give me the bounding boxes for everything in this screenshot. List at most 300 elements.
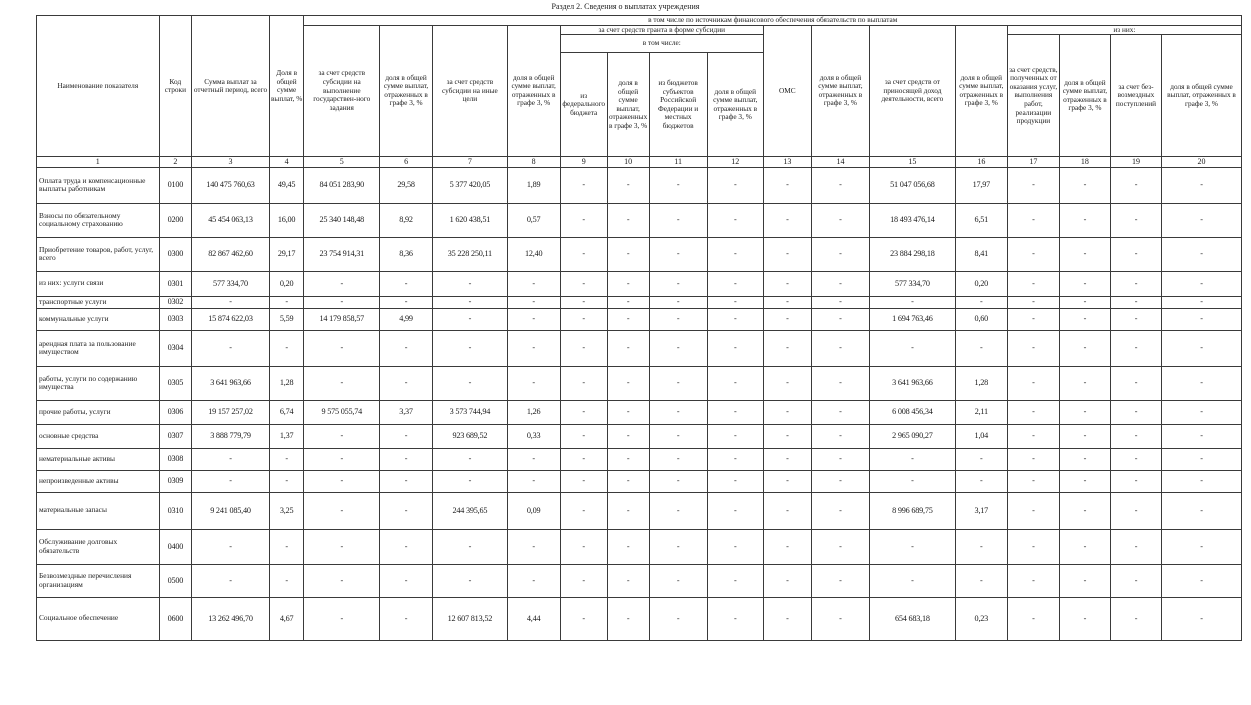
row-value: - xyxy=(269,529,304,564)
row-value: 3 641 963,66 xyxy=(192,366,270,400)
row-value: - xyxy=(560,564,607,597)
row-value: 35 228 250,11 xyxy=(433,237,508,271)
row-value: - xyxy=(507,308,560,330)
row-value: - xyxy=(1007,308,1059,330)
row-value: - xyxy=(1110,296,1161,308)
row-value: - xyxy=(1059,366,1110,400)
row-value: - xyxy=(707,271,763,296)
row-value: - xyxy=(1007,366,1059,400)
row-value: - xyxy=(433,470,508,492)
row-value: 6,74 xyxy=(269,400,304,424)
row-value: - xyxy=(1059,424,1110,448)
header-c18: доля в общей сумме выплат, отраженных в графе 3, % xyxy=(1059,35,1110,157)
row-value: 1,37 xyxy=(269,424,304,448)
row-value: - xyxy=(269,448,304,470)
row-value: - xyxy=(1007,564,1059,597)
row-value: - xyxy=(763,203,811,237)
row-value: 0,20 xyxy=(955,271,1007,296)
row-value: - xyxy=(1162,308,1242,330)
row-value: 1,28 xyxy=(955,366,1007,400)
row-value: - xyxy=(707,308,763,330)
row-value: 2,11 xyxy=(955,400,1007,424)
row-value: - xyxy=(955,470,1007,492)
row-code: 0306 xyxy=(159,400,192,424)
row-value: 8,92 xyxy=(380,203,433,237)
row-value: 3 573 744,94 xyxy=(433,400,508,424)
row-value: - xyxy=(1110,330,1161,366)
row-value: - xyxy=(763,308,811,330)
table-row xyxy=(37,271,1242,296)
row-name: непроизведенные активы xyxy=(37,470,160,492)
row-value: - xyxy=(560,424,607,448)
column-number: 1 xyxy=(37,157,160,168)
row-value: - xyxy=(607,448,649,470)
row-value: - xyxy=(1162,470,1242,492)
row-value: 12,40 xyxy=(507,237,560,271)
row-value: - xyxy=(1059,564,1110,597)
row-value: 19 157 257,02 xyxy=(192,400,270,424)
row-value: - xyxy=(607,237,649,271)
column-number: 8 xyxy=(507,157,560,168)
row-value: - xyxy=(1162,271,1242,296)
column-number: 18 xyxy=(1059,157,1110,168)
row-value: - xyxy=(1110,564,1161,597)
row-value: - xyxy=(763,237,811,271)
row-value: - xyxy=(507,529,560,564)
row-value: - xyxy=(560,167,607,203)
row-value: - xyxy=(707,597,763,640)
row-name: работы, услуги по содержанию имущества xyxy=(37,366,160,400)
row-value: - xyxy=(1007,330,1059,366)
row-value: 9 241 085,40 xyxy=(192,492,270,529)
row-value: - xyxy=(507,564,560,597)
header-c8: доля в общей сумме выплат, отраженных в графе 3, % xyxy=(507,25,560,157)
column-number: 6 xyxy=(380,157,433,168)
row-value: - xyxy=(269,330,304,366)
header-of-them: из них: xyxy=(1007,25,1241,35)
row-value: - xyxy=(763,529,811,564)
row-value: - xyxy=(811,529,869,564)
row-value: 577 334,70 xyxy=(870,271,956,296)
row-value: - xyxy=(955,529,1007,564)
row-value: - xyxy=(870,448,956,470)
row-value: - xyxy=(433,564,508,597)
header-c17: за счет средств, полученных от оказания услуг, выполнения работ, реализации продукции xyxy=(1007,35,1059,157)
row-value: - xyxy=(1162,330,1242,366)
row-value: - xyxy=(955,448,1007,470)
row-value: - xyxy=(707,203,763,237)
header-c14: доля в общей сумме выплат, отраженных в графе 3, % xyxy=(811,25,869,157)
header-c20: доля в общей сумме выплат, отраженных в графе 3, % xyxy=(1162,35,1242,157)
row-value: - xyxy=(1007,400,1059,424)
row-value: - xyxy=(192,529,270,564)
header-total: Сумма выплат за отчетный период, всего xyxy=(192,16,270,157)
row-value: - xyxy=(560,492,607,529)
row-value: - xyxy=(1110,597,1161,640)
row-value: - xyxy=(1007,597,1059,640)
header-c5: за счет средств субсидии на выполнение государствен-ного задания xyxy=(304,25,380,157)
row-value: - xyxy=(433,308,508,330)
row-value: - xyxy=(380,271,433,296)
row-value: - xyxy=(811,203,869,237)
row-value: - xyxy=(870,564,956,597)
column-number: 10 xyxy=(607,157,649,168)
section-title: Раздел 2. Сведения о выплатах учреждения xyxy=(551,2,700,11)
row-value: 654 683,18 xyxy=(870,597,956,640)
row-value: - xyxy=(380,492,433,529)
row-value: - xyxy=(763,470,811,492)
table-row xyxy=(37,167,1242,203)
row-value: - xyxy=(507,330,560,366)
row-value: - xyxy=(811,330,869,366)
table-row xyxy=(37,366,1242,400)
row-value: - xyxy=(304,366,380,400)
row-value: 18 493 476,14 xyxy=(870,203,956,237)
row-value: - xyxy=(707,492,763,529)
column-number: 14 xyxy=(811,157,869,168)
row-value: - xyxy=(1110,271,1161,296)
row-value: - xyxy=(1007,203,1059,237)
row-name: Приобретение товаров, работ, услуг, всего xyxy=(37,237,160,271)
row-value: - xyxy=(649,366,707,400)
row-value: - xyxy=(380,597,433,640)
row-value: 577 334,70 xyxy=(192,271,270,296)
row-name: Взносы по обязательному социальному страхованию xyxy=(37,203,160,237)
row-value: 13 262 496,70 xyxy=(192,597,270,640)
row-value: 0,23 xyxy=(955,597,1007,640)
row-value: - xyxy=(1007,529,1059,564)
row-value: - xyxy=(870,296,956,308)
row-value: - xyxy=(1162,529,1242,564)
row-code: 0100 xyxy=(159,167,192,203)
header-c7: за счет средств субсидии на иные цели xyxy=(433,25,508,157)
row-value: - xyxy=(707,470,763,492)
row-code: 0302 xyxy=(159,296,192,308)
column-number: 9 xyxy=(560,157,607,168)
row-value: - xyxy=(763,366,811,400)
row-value: - xyxy=(649,167,707,203)
row-value: - xyxy=(192,330,270,366)
row-code: 0307 xyxy=(159,424,192,448)
header-c9: из федерального бюджета xyxy=(560,53,607,157)
column-number: 17 xyxy=(1007,157,1059,168)
row-value: - xyxy=(1162,366,1242,400)
row-value: - xyxy=(607,529,649,564)
row-value: - xyxy=(304,330,380,366)
row-value: - xyxy=(507,271,560,296)
column-number: 15 xyxy=(870,157,956,168)
header-c12: доля в общей сумме выплат, отраженных в графе 3, % xyxy=(707,53,763,157)
row-value: - xyxy=(1162,167,1242,203)
row-value: - xyxy=(811,597,869,640)
row-value: 0,20 xyxy=(269,271,304,296)
row-value: - xyxy=(607,271,649,296)
row-value: 29,17 xyxy=(269,237,304,271)
row-value: - xyxy=(649,424,707,448)
row-value: - xyxy=(811,470,869,492)
row-value: - xyxy=(1059,529,1110,564)
row-value: - xyxy=(380,296,433,308)
row-value: - xyxy=(649,330,707,366)
column-number: 20 xyxy=(1162,157,1242,168)
row-value: - xyxy=(1007,296,1059,308)
row-code: 0309 xyxy=(159,470,192,492)
row-value: - xyxy=(507,296,560,308)
column-number-row xyxy=(37,157,1242,168)
payments-table xyxy=(36,15,1242,641)
row-value: - xyxy=(649,203,707,237)
row-value: - xyxy=(192,448,270,470)
row-value: - xyxy=(607,167,649,203)
row-value: - xyxy=(707,366,763,400)
row-value: 5,59 xyxy=(269,308,304,330)
row-value: 0,57 xyxy=(507,203,560,237)
table-row xyxy=(37,564,1242,597)
row-value: - xyxy=(1059,271,1110,296)
row-value: 4,67 xyxy=(269,597,304,640)
row-name: коммунальные услуги xyxy=(37,308,160,330)
row-value: - xyxy=(763,424,811,448)
row-value: 8,36 xyxy=(380,237,433,271)
row-value: - xyxy=(1110,308,1161,330)
row-name: Обслуживание долговых обязательств xyxy=(37,529,160,564)
header-incl: в том числе: xyxy=(560,35,763,53)
row-value: - xyxy=(1059,597,1110,640)
row-value: - xyxy=(1059,400,1110,424)
column-number: 19 xyxy=(1110,157,1161,168)
header-c11: из бюджетов субъектов Российской Федерации и местных бюджетов xyxy=(649,53,707,157)
row-value: - xyxy=(649,529,707,564)
column-number: 13 xyxy=(763,157,811,168)
row-value: - xyxy=(649,400,707,424)
row-name: транспортные услуги xyxy=(37,296,160,308)
row-name: основные средства xyxy=(37,424,160,448)
header-name: Наименование показателя xyxy=(37,16,160,157)
row-value: - xyxy=(707,237,763,271)
row-value: - xyxy=(1059,492,1110,529)
row-code: 0305 xyxy=(159,366,192,400)
row-value: - xyxy=(304,492,380,529)
row-value: - xyxy=(811,308,869,330)
row-value: - xyxy=(560,296,607,308)
row-value: - xyxy=(607,492,649,529)
table-row xyxy=(37,203,1242,237)
row-value: - xyxy=(763,271,811,296)
header-share: Доля в общей сумме выплат, % xyxy=(269,16,304,157)
row-value: - xyxy=(607,597,649,640)
row-value: - xyxy=(304,296,380,308)
row-value: - xyxy=(707,564,763,597)
row-value: - xyxy=(1007,271,1059,296)
row-value: - xyxy=(763,597,811,640)
row-value: - xyxy=(607,203,649,237)
row-value: - xyxy=(955,330,1007,366)
row-value: - xyxy=(560,330,607,366)
row-value: - xyxy=(870,470,956,492)
row-value: 2 965 090,27 xyxy=(870,424,956,448)
row-value: - xyxy=(304,448,380,470)
row-value: 15 874 622,03 xyxy=(192,308,270,330)
header-c19: за счет без-возмездных поступлений xyxy=(1110,35,1161,157)
row-value: 23 884 298,18 xyxy=(870,237,956,271)
row-value: - xyxy=(1110,366,1161,400)
row-value: 1,28 xyxy=(269,366,304,400)
row-value: - xyxy=(560,597,607,640)
row-value: - xyxy=(955,564,1007,597)
row-value: 5 377 420,05 xyxy=(433,167,508,203)
row-value: 29,58 xyxy=(380,167,433,203)
row-value: - xyxy=(560,529,607,564)
row-value: - xyxy=(1059,448,1110,470)
row-value: - xyxy=(304,597,380,640)
row-value: - xyxy=(763,330,811,366)
row-value: - xyxy=(1059,237,1110,271)
row-value: - xyxy=(1007,237,1059,271)
row-code: 0200 xyxy=(159,203,192,237)
row-value: 82 867 462,60 xyxy=(192,237,270,271)
row-value: - xyxy=(607,308,649,330)
row-value: - xyxy=(707,424,763,448)
header-c13: ОМС xyxy=(763,25,811,157)
row-value: - xyxy=(1162,564,1242,597)
row-value: - xyxy=(1162,597,1242,640)
row-value: 140 475 760,63 xyxy=(192,167,270,203)
row-value: - xyxy=(607,366,649,400)
row-code: 0400 xyxy=(159,529,192,564)
table-row xyxy=(37,330,1242,366)
row-value: 9 575 055,74 xyxy=(304,400,380,424)
row-value: 3,25 xyxy=(269,492,304,529)
row-value: 0,33 xyxy=(507,424,560,448)
row-value: - xyxy=(192,296,270,308)
row-value: - xyxy=(649,492,707,529)
row-value: 23 754 914,31 xyxy=(304,237,380,271)
row-value: - xyxy=(649,470,707,492)
row-value: - xyxy=(811,296,869,308)
row-value: - xyxy=(1162,424,1242,448)
row-value: - xyxy=(380,470,433,492)
row-value: - xyxy=(433,296,508,308)
row-value: - xyxy=(1007,470,1059,492)
row-value: - xyxy=(607,470,649,492)
row-name: Безвозмездные перечисления организациям xyxy=(37,564,160,597)
row-code: 0500 xyxy=(159,564,192,597)
row-value: - xyxy=(707,296,763,308)
row-value: - xyxy=(763,564,811,597)
row-name: Оплата труда и компенсационные выплаты работникам xyxy=(37,167,160,203)
row-value: - xyxy=(649,308,707,330)
row-value: 6 008 456,34 xyxy=(870,400,956,424)
row-value: 84 051 283,90 xyxy=(304,167,380,203)
table-row xyxy=(37,492,1242,529)
row-value: - xyxy=(607,424,649,448)
row-value: - xyxy=(1059,296,1110,308)
row-value: 3 641 963,66 xyxy=(870,366,956,400)
row-value: - xyxy=(1059,330,1110,366)
row-value: 0,09 xyxy=(507,492,560,529)
row-value: 4,44 xyxy=(507,597,560,640)
row-value: - xyxy=(1162,237,1242,271)
row-value: - xyxy=(649,448,707,470)
row-value: 1 694 763,46 xyxy=(870,308,956,330)
row-value: - xyxy=(1110,470,1161,492)
column-number: 5 xyxy=(304,157,380,168)
row-code: 0301 xyxy=(159,271,192,296)
row-value: - xyxy=(870,529,956,564)
row-value: - xyxy=(870,330,956,366)
row-value: - xyxy=(607,564,649,597)
row-value: - xyxy=(1110,203,1161,237)
row-value: - xyxy=(707,167,763,203)
row-value: - xyxy=(1110,424,1161,448)
row-value: - xyxy=(1162,400,1242,424)
row-value: - xyxy=(507,448,560,470)
row-value: - xyxy=(811,366,869,400)
column-number: 4 xyxy=(269,157,304,168)
row-value: - xyxy=(649,271,707,296)
table-row xyxy=(37,296,1242,308)
row-value: - xyxy=(763,448,811,470)
row-value: 12 607 813,52 xyxy=(433,597,508,640)
row-value: 8,41 xyxy=(955,237,1007,271)
row-value: - xyxy=(707,529,763,564)
header-c10: доля в общей сумме выплат, отраженных в графе 3, % xyxy=(607,53,649,157)
row-name: прочие работы, услуги xyxy=(37,400,160,424)
row-value: - xyxy=(811,400,869,424)
row-value: - xyxy=(304,564,380,597)
row-value: - xyxy=(192,564,270,597)
table-row xyxy=(37,400,1242,424)
row-value: - xyxy=(560,470,607,492)
row-value: - xyxy=(1059,470,1110,492)
row-value: - xyxy=(560,400,607,424)
row-value: - xyxy=(1110,492,1161,529)
header-c15: за счет средств от приносящей доход деятельности, всего xyxy=(870,25,956,157)
row-value: - xyxy=(304,424,380,448)
row-value: - xyxy=(811,424,869,448)
row-value: - xyxy=(380,330,433,366)
row-value: - xyxy=(763,296,811,308)
row-value: 14 179 858,57 xyxy=(304,308,380,330)
table-row xyxy=(37,597,1242,640)
row-value: - xyxy=(955,296,1007,308)
row-value: - xyxy=(1162,203,1242,237)
row-value: - xyxy=(1110,167,1161,203)
table-row xyxy=(37,237,1242,271)
row-value: - xyxy=(507,470,560,492)
column-number: 2 xyxy=(159,157,192,168)
header-code: Код строки xyxy=(159,16,192,157)
row-value: - xyxy=(560,366,607,400)
row-value: - xyxy=(560,203,607,237)
row-code: 0308 xyxy=(159,448,192,470)
row-code: 0303 xyxy=(159,308,192,330)
table-header xyxy=(37,16,1242,168)
row-value: - xyxy=(1110,448,1161,470)
row-value: - xyxy=(1059,167,1110,203)
row-value: - xyxy=(380,448,433,470)
table-row xyxy=(37,529,1242,564)
row-value: - xyxy=(811,271,869,296)
row-value: - xyxy=(811,237,869,271)
row-value: - xyxy=(811,492,869,529)
row-value: 923 689,52 xyxy=(433,424,508,448)
row-name: арендная плата за пользование имуществом xyxy=(37,330,160,366)
row-value: - xyxy=(380,529,433,564)
row-value: 17,97 xyxy=(955,167,1007,203)
row-value: - xyxy=(811,564,869,597)
row-value: - xyxy=(560,448,607,470)
